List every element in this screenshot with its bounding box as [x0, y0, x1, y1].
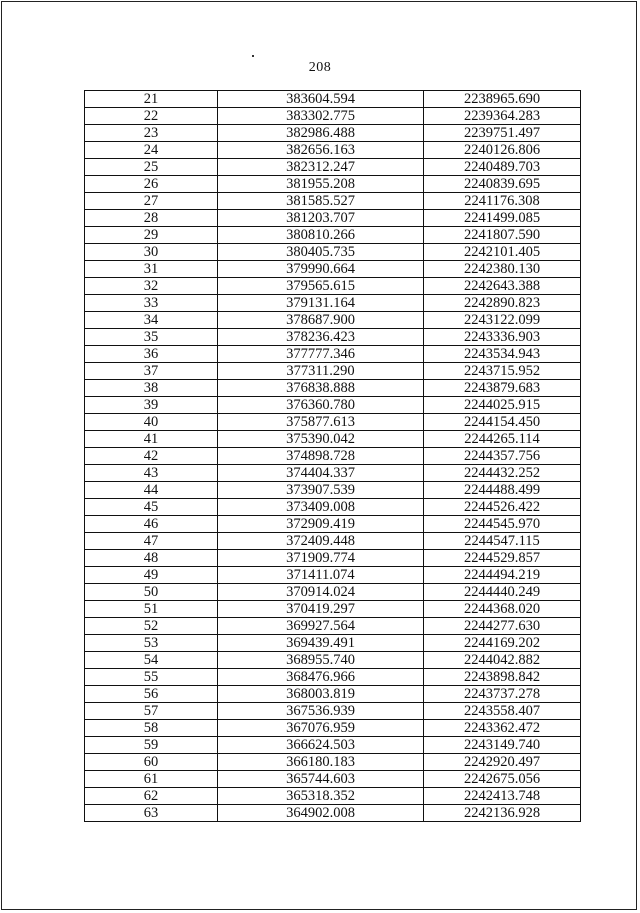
x-coordinate-cell: 364902.008 — [218, 805, 424, 822]
point-number-cell: 37 — [85, 363, 218, 380]
x-coordinate-cell: 375390.042 — [218, 431, 424, 448]
point-number-cell: 62 — [85, 788, 218, 805]
table-row — [85, 414, 581, 431]
table-row — [85, 210, 581, 227]
x-coordinate-cell: 366180.183 — [218, 754, 424, 771]
y-coordinate-cell: 2244545.970 — [424, 516, 581, 533]
scan-speck — [252, 55, 254, 57]
table-row — [85, 703, 581, 720]
y-coordinate-cell: 2243715.952 — [424, 363, 581, 380]
y-coordinate-cell: 2241499.085 — [424, 210, 581, 227]
x-coordinate-cell: 373409.008 — [218, 499, 424, 516]
y-coordinate-cell: 2243362.472 — [424, 720, 581, 737]
table-row — [85, 482, 581, 499]
table-row — [85, 193, 581, 210]
point-number-cell: 48 — [85, 550, 218, 567]
y-coordinate-cell: 2244357.756 — [424, 448, 581, 465]
point-number-cell: 23 — [85, 125, 218, 142]
y-coordinate-cell: 2240126.806 — [424, 142, 581, 159]
table-row — [85, 380, 581, 397]
table-row — [85, 346, 581, 363]
table-row — [85, 584, 581, 601]
point-number-cell: 21 — [85, 91, 218, 108]
table-row — [85, 397, 581, 414]
x-coordinate-cell: 381203.707 — [218, 210, 424, 227]
table-row — [85, 227, 581, 244]
x-coordinate-cell: 368476.966 — [218, 669, 424, 686]
page-number: 208 — [308, 60, 332, 75]
table-row — [85, 329, 581, 346]
point-number-cell: 25 — [85, 159, 218, 176]
y-coordinate-cell: 2244042.882 — [424, 652, 581, 669]
table-row — [85, 652, 581, 669]
y-coordinate-cell: 2243534.943 — [424, 346, 581, 363]
point-number-cell: 41 — [85, 431, 218, 448]
point-number-cell: 54 — [85, 652, 218, 669]
table-row — [85, 499, 581, 516]
point-number-cell: 46 — [85, 516, 218, 533]
x-coordinate-cell: 369439.491 — [218, 635, 424, 652]
point-number-cell: 42 — [85, 448, 218, 465]
table-row — [85, 533, 581, 550]
y-coordinate-cell: 2243122.099 — [424, 312, 581, 329]
y-coordinate-cell: 2240839.695 — [424, 176, 581, 193]
x-coordinate-cell: 378236.423 — [218, 329, 424, 346]
y-coordinate-cell: 2244488.499 — [424, 482, 581, 499]
table-row — [85, 754, 581, 771]
x-coordinate-cell: 378687.900 — [218, 312, 424, 329]
y-coordinate-cell: 2242101.405 — [424, 244, 581, 261]
x-coordinate-cell: 376360.780 — [218, 397, 424, 414]
point-number-cell: 38 — [85, 380, 218, 397]
point-number-cell: 36 — [85, 346, 218, 363]
x-coordinate-cell: 382986.488 — [218, 125, 424, 142]
point-number-cell: 27 — [85, 193, 218, 210]
x-coordinate-cell: 368955.740 — [218, 652, 424, 669]
point-number-cell: 49 — [85, 567, 218, 584]
point-number-cell: 55 — [85, 669, 218, 686]
x-coordinate-cell: 372409.448 — [218, 533, 424, 550]
table-row — [85, 363, 581, 380]
y-coordinate-cell: 2244526.422 — [424, 499, 581, 516]
y-coordinate-cell: 2244154.450 — [424, 414, 581, 431]
y-coordinate-cell: 2238965.690 — [424, 91, 581, 108]
x-coordinate-cell: 383302.775 — [218, 108, 424, 125]
point-number-cell: 57 — [85, 703, 218, 720]
table-row — [85, 805, 581, 822]
table-row — [85, 261, 581, 278]
y-coordinate-cell: 2244265.114 — [424, 431, 581, 448]
x-coordinate-cell: 381955.208 — [218, 176, 424, 193]
point-number-cell: 26 — [85, 176, 218, 193]
x-coordinate-cell: 375877.613 — [218, 414, 424, 431]
y-coordinate-cell: 2244432.252 — [424, 465, 581, 482]
x-coordinate-cell: 383604.594 — [218, 91, 424, 108]
y-coordinate-cell: 2244494.219 — [424, 567, 581, 584]
point-number-cell: 45 — [85, 499, 218, 516]
x-coordinate-cell: 369927.564 — [218, 618, 424, 635]
x-coordinate-cell: 373907.539 — [218, 482, 424, 499]
y-coordinate-cell: 2239364.283 — [424, 108, 581, 125]
x-coordinate-cell: 382656.163 — [218, 142, 424, 159]
point-number-cell: 59 — [85, 737, 218, 754]
table-row — [85, 278, 581, 295]
table-row — [85, 125, 581, 142]
point-number-cell: 33 — [85, 295, 218, 312]
table-row — [85, 448, 581, 465]
y-coordinate-cell: 2242380.130 — [424, 261, 581, 278]
x-coordinate-cell: 379565.615 — [218, 278, 424, 295]
table-row — [85, 176, 581, 193]
x-coordinate-cell: 372909.419 — [218, 516, 424, 533]
y-coordinate-cell: 2244547.115 — [424, 533, 581, 550]
x-coordinate-cell: 367076.959 — [218, 720, 424, 737]
point-number-cell: 58 — [85, 720, 218, 737]
y-coordinate-cell: 2241176.308 — [424, 193, 581, 210]
x-coordinate-cell: 376838.888 — [218, 380, 424, 397]
table-row — [85, 669, 581, 686]
coordinate-table — [84, 90, 581, 822]
point-number-cell: 40 — [85, 414, 218, 431]
point-number-cell: 30 — [85, 244, 218, 261]
table-row — [85, 465, 581, 482]
x-coordinate-cell: 374898.728 — [218, 448, 424, 465]
point-number-cell: 53 — [85, 635, 218, 652]
y-coordinate-cell: 2244440.249 — [424, 584, 581, 601]
table-row — [85, 567, 581, 584]
point-number-cell: 61 — [85, 771, 218, 788]
point-number-cell: 63 — [85, 805, 218, 822]
point-number-cell: 39 — [85, 397, 218, 414]
y-coordinate-cell: 2240489.703 — [424, 159, 581, 176]
y-coordinate-cell: 2241807.590 — [424, 227, 581, 244]
y-coordinate-cell: 2239751.497 — [424, 125, 581, 142]
table-row — [85, 737, 581, 754]
x-coordinate-cell: 367536.939 — [218, 703, 424, 720]
x-coordinate-cell: 381585.527 — [218, 193, 424, 210]
y-coordinate-cell: 2244529.857 — [424, 550, 581, 567]
point-number-cell: 44 — [85, 482, 218, 499]
point-number-cell: 24 — [85, 142, 218, 159]
table-row — [85, 635, 581, 652]
x-coordinate-cell: 379131.164 — [218, 295, 424, 312]
point-number-cell: 22 — [85, 108, 218, 125]
point-number-cell: 35 — [85, 329, 218, 346]
table-row — [85, 244, 581, 261]
x-coordinate-cell: 368003.819 — [218, 686, 424, 703]
y-coordinate-cell: 2242890.823 — [424, 295, 581, 312]
point-number-cell: 32 — [85, 278, 218, 295]
y-coordinate-cell: 2242643.388 — [424, 278, 581, 295]
table-row — [85, 91, 581, 108]
table-row — [85, 601, 581, 618]
y-coordinate-cell: 2243898.842 — [424, 669, 581, 686]
table-row — [85, 431, 581, 448]
y-coordinate-cell: 2244368.020 — [424, 601, 581, 618]
x-coordinate-cell: 366624.503 — [218, 737, 424, 754]
y-coordinate-cell: 2242136.928 — [424, 805, 581, 822]
y-coordinate-cell: 2244025.915 — [424, 397, 581, 414]
y-coordinate-cell: 2242920.497 — [424, 754, 581, 771]
point-number-cell: 56 — [85, 686, 218, 703]
table-row — [85, 788, 581, 805]
point-number-cell: 31 — [85, 261, 218, 278]
x-coordinate-cell: 380810.266 — [218, 227, 424, 244]
x-coordinate-cell: 370419.297 — [218, 601, 424, 618]
table-row — [85, 312, 581, 329]
y-coordinate-cell: 2243558.407 — [424, 703, 581, 720]
point-number-cell: 34 — [85, 312, 218, 329]
point-number-cell: 47 — [85, 533, 218, 550]
x-coordinate-cell: 371411.074 — [218, 567, 424, 584]
y-coordinate-cell: 2244277.630 — [424, 618, 581, 635]
coordinate-table-body — [85, 91, 581, 822]
x-coordinate-cell: 377311.290 — [218, 363, 424, 380]
table-row — [85, 550, 581, 567]
point-number-cell: 50 — [85, 584, 218, 601]
y-coordinate-cell: 2243336.903 — [424, 329, 581, 346]
table-row — [85, 618, 581, 635]
point-number-cell: 29 — [85, 227, 218, 244]
x-coordinate-cell: 380405.735 — [218, 244, 424, 261]
x-coordinate-cell: 382312.247 — [218, 159, 424, 176]
y-coordinate-cell: 2242413.748 — [424, 788, 581, 805]
x-coordinate-cell: 377777.346 — [218, 346, 424, 363]
x-coordinate-cell: 365744.603 — [218, 771, 424, 788]
table-row — [85, 159, 581, 176]
point-number-cell: 28 — [85, 210, 218, 227]
x-coordinate-cell: 370914.024 — [218, 584, 424, 601]
table-row — [85, 108, 581, 125]
y-coordinate-cell: 2243737.278 — [424, 686, 581, 703]
point-number-cell: 51 — [85, 601, 218, 618]
table-row — [85, 771, 581, 788]
y-coordinate-cell: 2242675.056 — [424, 771, 581, 788]
y-coordinate-cell: 2243879.683 — [424, 380, 581, 397]
table-row — [85, 720, 581, 737]
x-coordinate-cell: 379990.664 — [218, 261, 424, 278]
point-number-cell: 60 — [85, 754, 218, 771]
x-coordinate-cell: 374404.337 — [218, 465, 424, 482]
x-coordinate-cell: 371909.774 — [218, 550, 424, 567]
table-row — [85, 142, 581, 159]
point-number-cell: 43 — [85, 465, 218, 482]
y-coordinate-cell: 2244169.202 — [424, 635, 581, 652]
table-row — [85, 295, 581, 312]
x-coordinate-cell: 365318.352 — [218, 788, 424, 805]
point-number-cell: 52 — [85, 618, 218, 635]
table-row — [85, 516, 581, 533]
y-coordinate-cell: 2243149.740 — [424, 737, 581, 754]
table-row — [85, 686, 581, 703]
